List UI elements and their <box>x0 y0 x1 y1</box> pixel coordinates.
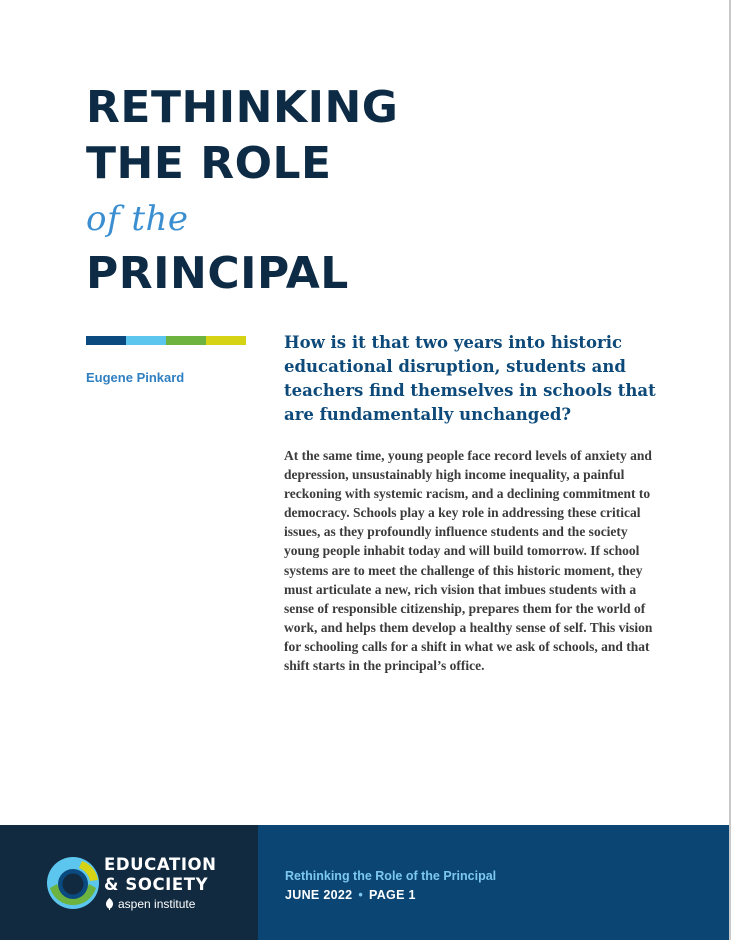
footer-date: JUNE 2022 <box>285 888 353 902</box>
stripe-segment-cyan <box>126 336 166 345</box>
title-line-3: of the <box>86 199 189 239</box>
color-stripe <box>86 336 246 345</box>
aspen-institute-text: aspen institute <box>118 897 196 911</box>
title-line-2: THE ROLE <box>86 138 332 189</box>
author-name: Eugene Pinkard <box>86 370 185 385</box>
aspen-leaf-icon <box>104 898 115 910</box>
document-title <box>86 80 398 302</box>
logo-text-education: EDUCATION <box>104 855 217 874</box>
footer-document-title: Rethinking the Role of the Principal <box>285 869 497 883</box>
logo-text-society: & SOCIETY <box>104 875 209 894</box>
lead-question: How is it that two years into historic educational disruption, students and teachers find themselves in schools that are fundamentally unchanged? <box>284 333 656 424</box>
aspen-institute-label <box>104 897 195 911</box>
footer-meta <box>285 888 416 902</box>
footer-page-number: PAGE 1 <box>369 888 416 902</box>
stripe-segment-yellow <box>206 336 246 345</box>
stripe-segment-navy <box>86 336 126 345</box>
title-line-4: PRINCIPAL <box>86 248 349 299</box>
footer-separator-dot: • <box>358 888 364 902</box>
title-line-1: RETHINKING <box>86 82 399 133</box>
stripe-segment-green <box>166 336 206 345</box>
body-paragraph: At the same time, young people face record levels of anxiety and depression, unsustainably high income inequality, a painful reckoning with systemic racism, and a declining commitment to democracy. Schools play a key role in addressing these critical issues, as they profoundly influence students and the society young people inhabit today and will build tomorrow. If school systems are to meet the challenge of this historic moment, they must articulate a new, rich vision that imbues students with a sense of responsible citizenship, prepares them for the world of work, and helps them develop a healthy sense of self. This vision for schooling calls for a shift in what we ask of schools, and that shift starts in the principal’s office. <box>284 448 653 674</box>
education-society-logo-icon <box>44 854 102 912</box>
